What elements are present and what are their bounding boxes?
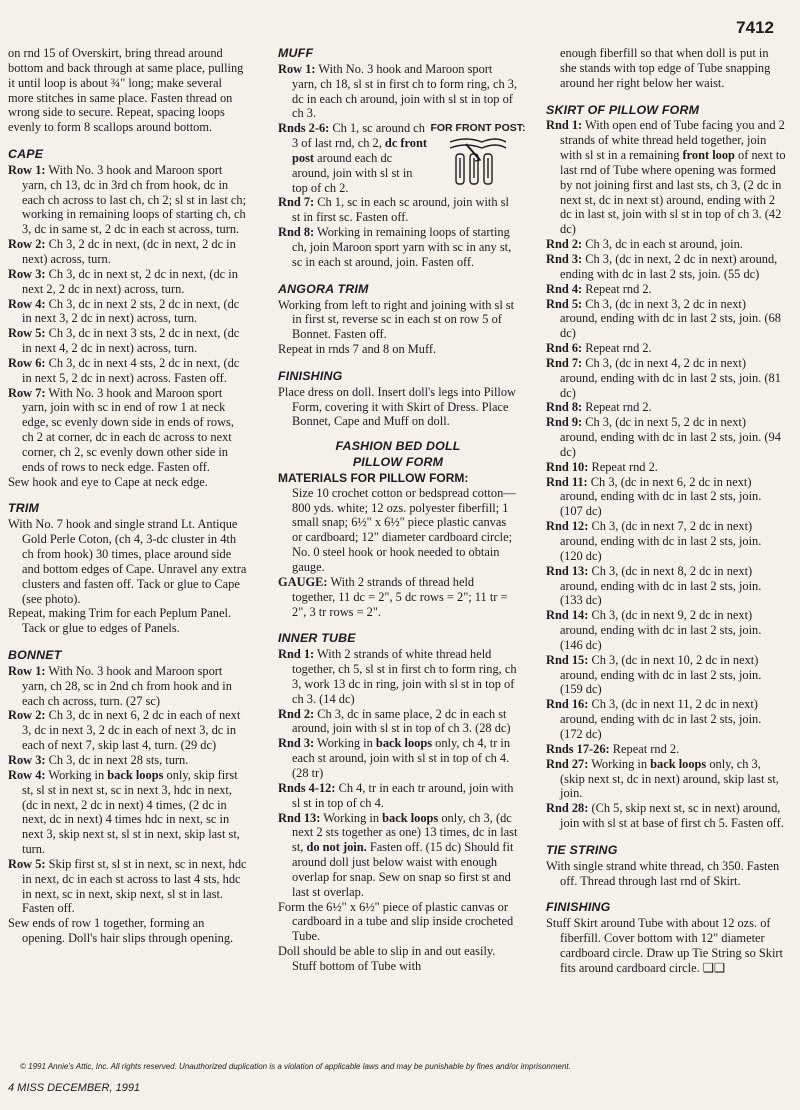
- finishing-body: Stuff Skirt around Tube with about 12 ozs. of fiberfill. Cover bottom with 12" diameter cardboard circle. Draw up Tie String so Skirt fits around cardboard circle.: [546, 916, 783, 975]
- instruction-text: Ch 3, (dc in next 5, 2 dc in next) around, ending with dc in last 2 sts, join. (94 dc): [560, 415, 781, 459]
- cape-row-3: [8, 267, 248, 297]
- bonnet-end: Sew ends of row 1 together, forming an opening. Doll's hair slips through opening.: [8, 916, 234, 946]
- cape-end: Sew hook and eye to Cape at neck edge.: [8, 474, 208, 489]
- instruction-bold: front loop: [682, 148, 735, 163]
- instruction-text: Ch 3, (dc in next, 2 dc in next) around, ending with dc in last 2 sts, join. (55 dc): [560, 251, 778, 281]
- instruction-text: Repeat rnd 2.: [609, 741, 680, 756]
- skirt-heading: SKIRT OF PILLOW FORM: [546, 102, 700, 117]
- cape-row-2: [8, 237, 248, 267]
- instruction-label: Row 1:: [8, 663, 46, 678]
- instruction-text: Ch 4, tr in each tr around, join with sl st in top of ch 4.: [292, 780, 514, 810]
- skirt-rnd-14: [546, 653, 786, 698]
- instruction-text: Working in: [588, 756, 651, 771]
- instruction-label: Rnd 1:: [278, 647, 315, 662]
- instruction-label: Rnds 4-12:: [278, 780, 336, 795]
- instruction-text: Repeat rnd 2.: [582, 281, 652, 296]
- instruction-label: Rnd 6:: [546, 341, 583, 356]
- instruction-text: only, ch 3, (skip next st, dc in next) around, skip last st, join.: [560, 756, 779, 801]
- instruction-label: Row 5:: [8, 856, 46, 871]
- inner-tube-continuation: enough fiberfill so that when doll is put in she stands with top edge of Tube snapping around her right below her waist.: [560, 46, 771, 90]
- instruction-label: Rnd 10:: [546, 459, 589, 474]
- instruction-label: Rnd 8:: [546, 400, 583, 415]
- instruction-text: Ch 3, dc in next 3 sts, 2 dc in next, (dc in next 4, 2 dc in next) across, turn.: [22, 326, 240, 356]
- instruction-text: Ch 1, sc around ch 3 of last rnd, ch 2,: [292, 121, 425, 151]
- instruction-label: Row 4:: [8, 296, 46, 311]
- skirt-rnd-8: [546, 415, 786, 460]
- instruction-text: Ch 3, (dc in next 9, 2 dc in next) around, ending with dc in last 2 sts, join. (146 dc): [560, 608, 762, 652]
- tie-string-heading: TIE STRING: [546, 842, 618, 857]
- instruction-text: Ch 3, (dc in next 7, 2 dc in next) around, ending with dc in last 2 sts, join. (120 dc): [560, 519, 762, 563]
- skirt-rnd-15: [546, 697, 786, 742]
- muff-rnd-7: [278, 195, 518, 225]
- instruction-label: Rnd 12:: [546, 519, 589, 534]
- pillow-form-heading: PILLOW FORM: [352, 455, 444, 470]
- bonnet-row-1: [8, 664, 248, 709]
- instruction-text: Ch 3, (dc in next 4, 2 dc in next) around, ending with dc in last 2 sts, join. (81 dc): [560, 355, 781, 400]
- cape-row-4: [8, 297, 248, 327]
- instruction-label: Rnd 7:: [546, 355, 583, 370]
- trim-heading: TRIM: [8, 501, 40, 516]
- bonnet-rows: [8, 664, 248, 916]
- gauge: [278, 575, 518, 620]
- instruction-text: Working in: [45, 767, 108, 782]
- trim-repeat: Repeat, making Trim for each Peplum Panel. Tack or glue to edges of Panels.: [8, 606, 231, 636]
- bonnet-heading: BONNET: [8, 648, 62, 663]
- cape-rows: [8, 163, 248, 475]
- instruction-text: Repeat rnd 2.: [588, 459, 658, 474]
- instruction-text: With 2 strands of white thread held together, ch 5, sl st in first ch to form ring, ch 3, work 13 dc in ring, join with sl st in top of ch 3. (14 dc): [292, 647, 517, 706]
- copyright-footer: © 1991 Annie's Attic, Inc. All rights reserved. Unauthorized duplication is a violation of applicable laws and may be punishable by fines and/or imprisonment.: [20, 1062, 571, 1071]
- materials-text: Size 10 crochet cotton or bedspread cotton—800 yds. white; 12 ozs. polyester fiberfill; 1 small snap; 6½" x 6½" piece plastic canvas or cardboard; 12" diameter cardboard circle; No. 0 steel hook or hook needed to obtain gauge.: [292, 485, 516, 574]
- cape-heading: CAPE: [8, 147, 44, 162]
- instruction-text: Fasten off. (15 dc) Should fit around doll just below waist with enough overlap for snap. Sew on snap so first st and last st overlap.: [292, 840, 514, 899]
- front-post-label: FOR FRONT POST:: [430, 122, 526, 135]
- finishing-text-2: [546, 916, 786, 975]
- angora-text: Working from left to right and joining with sl st in first st, reverse sc in each st on row 5 of Bonnet. Fasten off.: [278, 297, 515, 342]
- instruction-label: Row 3:: [8, 266, 46, 281]
- instruction-label: Rnds 17-26:: [546, 741, 610, 756]
- instruction-text: Working in remaining loops of starting ch, join Maroon sport yarn with sc in any st, sc in each st around, join. Fasten off.: [292, 225, 512, 269]
- instruction-text: Ch 3, (dc in next 3, 2 dc in next) around, ending with dc in last 2 sts, join. (68 dc): [560, 296, 781, 341]
- instruction-label: Row 2:: [8, 708, 46, 723]
- instruction-bold: back loops: [382, 810, 439, 825]
- instruction-label: Row 5:: [8, 326, 46, 341]
- fashion-heading: FASHION BED DOLL: [335, 439, 461, 454]
- instruction-label: Rnd 15:: [546, 652, 589, 667]
- gauge-text: With 2 strands of thread held together, 11 dc = 2", 5 dc rows = 2"; 11 tr = 2", 3 tr rows = 2".: [292, 574, 508, 619]
- muff-rnd-8: [278, 225, 518, 270]
- page-number: 7412: [736, 18, 774, 37]
- bonnet-row-2: [8, 708, 248, 753]
- angora-heading: ANGORA TRIM: [278, 281, 369, 296]
- instruction-label: Rnds 2-6:: [278, 121, 330, 136]
- inner-tube-heading: INNER TUBE: [278, 631, 356, 646]
- instruction-label: Rnd 3:: [278, 736, 315, 751]
- skirt-rnd-9: [546, 460, 786, 475]
- inner-tube-rnd-4: [278, 781, 518, 811]
- instruction-bold: dc front post: [292, 136, 428, 165]
- skirt-rnd-7: [546, 400, 786, 415]
- instruction-text: Ch 3, dc in next 4 sts, 2 dc in next, (dc in next 5, 2 dc in next) across. Fasten off.: [22, 355, 240, 385]
- instruction-text: Ch 3, dc in same place, 2 dc in each st around, join with sl st in top of ch 3. (28 dc): [292, 706, 511, 736]
- inner-tube-rnd-5: [278, 811, 518, 900]
- instruction-label: Row 4:: [8, 767, 46, 782]
- skirt-rnd-10: [546, 475, 786, 520]
- bonnet-row-5: [8, 857, 248, 916]
- instruction-text: only, ch 3, (dc next 2 sts together as one) 13 times, dc in last st,: [292, 810, 518, 855]
- instruction-text: around each dc around, join with sl st in top of ch 2.: [292, 150, 413, 195]
- instruction-label: Rnd 28:: [546, 801, 589, 816]
- instruction-label: Rnd 4:: [546, 281, 583, 296]
- overskirt-continuation: on rnd 15 of Overskirt, bring thread around bottom and back through at same place, pulling it until loop is about ¾" long; make several more stitches in same place. Fasten thread on wrong side to secure. Repeat, spacing loops evenly to form 8 scallops around bottom.: [8, 46, 244, 135]
- instruction-bold: back loops: [375, 736, 433, 751]
- instruction-label: Rnd 16:: [546, 697, 589, 712]
- instruction-label: Row 6:: [8, 355, 46, 370]
- instruction-label: Rnd 11:: [546, 474, 588, 489]
- instruction-label: Rnd 13:: [546, 563, 589, 578]
- instruction-text: With open end of Tube facing you and 2 strands of white thread held together, join with sl st in a remaining: [560, 118, 785, 163]
- skirt-rnd-5: [546, 341, 786, 356]
- cape-row-7: [8, 386, 248, 475]
- instruction-label: Rnd 13:: [278, 810, 321, 825]
- instruction-text: Ch 3, dc in next 2 sts, 2 dc in next, (dc in next 3, 2 dc in next) across, turn.: [22, 296, 240, 326]
- instruction-label: Rnd 8:: [278, 225, 315, 240]
- inner-doll: Doll should be able to slip in and out easily. Stuff bottom of Tube with: [278, 944, 496, 973]
- instruction-text: Ch 3, 2 dc in next, (dc in next, 2 dc in next) across, turn.: [22, 237, 236, 266]
- finishing-heading: FINISHING: [278, 368, 343, 383]
- inner-tube-rnd-1: [278, 647, 518, 706]
- angora-repeat: Repeat in rnds 7 and 8 on Muff.: [278, 342, 437, 357]
- skirt-rnd-6: [546, 356, 786, 401]
- skirt-rnd-18: [546, 801, 786, 831]
- materials-label: MATERIALS FOR PILLOW FORM:: [278, 470, 469, 485]
- skirt-rnd-11: [546, 519, 786, 564]
- front-post-stitch-icon: [446, 136, 510, 190]
- skirt-rnd-3: [546, 282, 786, 297]
- instruction-label: Rnd 9:: [546, 415, 583, 430]
- instruction-text: Ch 3, dc in next 6, 2 dc in each of next 3, dc in next 3, 2 dc in each of next 3, dc in each of next 7, skip last 4, turn. (29 dc): [22, 708, 241, 753]
- skirt-rnd-16: [546, 742, 786, 757]
- instruction-label: Row 7:: [8, 385, 46, 400]
- cape-row-5: [8, 326, 248, 356]
- gauge-label: GAUGE:: [278, 574, 328, 589]
- instruction-text: only, skip first st, sl st in next st, sc in next 3, hdc in next, (dc in next, 2 dc in next) 4 times, (2 dc in next, dc in next) 4 times hdc in next, sc in next 3, skip next st, sl st in next, skip last st, turn.: [22, 767, 240, 857]
- skirt-rounds: [546, 237, 786, 831]
- column-2: [278, 46, 526, 974]
- instruction-text: Working in: [320, 810, 383, 825]
- inner-form: Form the 6½" x 6½" piece of plastic canvas or cardboard in a tube and slip inside crocheted Tube.: [278, 899, 514, 944]
- cape-row-6: [8, 356, 248, 386]
- finishing-heading-2: FINISHING: [546, 900, 611, 915]
- tie-string-text: With single strand white thread, ch 350. Fasten off. Thread through last rnd of Skirt.: [546, 858, 780, 888]
- instruction-label: Rnd 5:: [546, 296, 583, 311]
- instruction-label: Row 1:: [278, 61, 316, 76]
- instruction-text: Ch 3, dc in each st around, join.: [582, 237, 743, 252]
- column-1: [8, 46, 248, 946]
- finishing-text: Place dress on doll. Insert doll's legs into Pillow Form, covering it with Skirt of Dress. Place Bonnet, Cape and Muff on doll.: [278, 384, 516, 429]
- skirt-rnd-1: [546, 237, 786, 252]
- skirt-rnd-13: [546, 608, 786, 653]
- instruction-text: (Ch 5, skip next st, sc in next) around, join with sl st at base of first ch 5. Fasten off.: [560, 801, 784, 831]
- instruction-label: Rnd 2:: [546, 237, 583, 252]
- skirt-rnd-2: [546, 252, 786, 282]
- bonnet-row-4: [8, 768, 248, 857]
- muff-row-1: [278, 62, 518, 121]
- trim-text: With No. 7 hook and single strand Lt. Antique Gold Perle Coton, (ch 4, 3-dc cluster in 4th ch from hook) 30 times, place around side and bottom edges of Cape. Unravel any extra clusters and fasten off. Tack or glue to Cape (see photo).: [8, 517, 247, 606]
- instruction-bold: do not join.: [306, 840, 367, 855]
- instruction-text: With No. 3 hook and Maroon sport yarn, ch 13, dc in 3rd ch from hook, dc in each ch across to last ch, ch 2; sl st in last ch; working in remaining loops of starting ch, ch 3, dc in same st, 2 dc in each st across, turn.: [22, 162, 247, 237]
- instruction-label: Row 3:: [8, 752, 46, 767]
- instruction-text: Ch 3, (dc in next 10, 2 dc in next) around, ending with dc in last 2 sts, join. (159 dc): [560, 652, 762, 697]
- instruction-text: Ch 1, sc in each sc around, join with sl st in first sc. Fasten off.: [292, 195, 509, 225]
- instruction-text: With No. 3 hook and Maroon sport yarn, join with sc in end of row 1 at neck edge, sc evenly down side in ends of rows, ch 2 at corner, dc in each dc across to next corner, ch 2, sc evenly down other side in ends of rows to neck edge. Fasten off.: [22, 385, 234, 474]
- skirt-rnd-1: [546, 118, 786, 237]
- instruction-text: Ch 3, dc in next st, 2 dc in next, (dc in next 2, 2 dc in next) across, turn.: [22, 266, 238, 296]
- instruction-text: of next to last rnd of Tube where opening was formed by not joining first and last sts, ch 3, (2 dc in next st, dc in next st) around, ending with 2 dc in last st, join with sl st in top of ch 3. (42 dc): [560, 148, 786, 237]
- instruction-text: Skip first st, sl st in next, sc in next, hdc in next, dc in each st across to last 4 sts, hdc in next, sc in next, skip next, sl st in last. Fasten off.: [22, 856, 247, 916]
- instruction-label: Rnd 7:: [278, 195, 315, 210]
- instruction-text: Repeat rnd 2.: [582, 400, 652, 415]
- instruction-text: Ch 3, (dc in next 8, 2 dc in next) around, ending with dc in last 2 sts, join. (133 dc): [560, 563, 762, 608]
- instruction-text: With No. 3 hook and Maroon sport yarn, ch 28, sc in 2nd ch from hook and in each ch across, turn. (27 sc): [22, 663, 232, 708]
- muff-heading: MUFF: [278, 46, 314, 60]
- instruction-label: Row 1:: [8, 162, 46, 177]
- cape-row-1: [8, 163, 248, 237]
- instruction-text: only, ch 4, tr in each st around, join with sl st in top of ch 4. (28 tr): [292, 736, 511, 780]
- inner-tube-rounds: [278, 647, 518, 899]
- column-3: [546, 46, 786, 976]
- inner-tube-rnd-3: [278, 736, 518, 781]
- instruction-text: Ch 3, (dc in next 6, 2 dc in next) around, ending with dc in last 2 sts, join. (107 dc): [560, 474, 762, 519]
- skirt-rnd-17: [546, 757, 786, 802]
- instruction-bold: back loops: [107, 767, 164, 782]
- instruction-label: Rnd 1:: [546, 118, 583, 133]
- instruction-label: Rnd 27:: [546, 756, 589, 771]
- instruction-bold: back loops: [650, 756, 707, 771]
- instruction-label: Row 2:: [8, 237, 46, 252]
- instruction-label: Rnd 2:: [278, 706, 315, 721]
- instruction-text: Ch 3, (dc in next 11, 2 dc in next) around, ending with dc in last 2 sts, join. (172 dc): [560, 697, 762, 741]
- skirt-rnd-12: [546, 564, 786, 609]
- instruction-text: Ch 3, dc in next 28 sts, turn.: [45, 752, 189, 767]
- instruction-text: Working in: [314, 736, 376, 751]
- skirt-rnd-4: [546, 297, 786, 342]
- instruction-text: Repeat rnd 2.: [582, 341, 652, 356]
- instruction-label: Rnd 3:: [546, 251, 583, 266]
- end-mark: ❑❑: [702, 960, 726, 975]
- bonnet-row-3: [8, 753, 248, 768]
- front-post-diagram: [432, 121, 524, 191]
- instruction-text: With No. 3 hook and Maroon sport yarn, ch 18, sl st in first ch to form ring, ch 3, dc in each ch around, join with sl st in top of ch 3.: [292, 61, 518, 121]
- footer-page-label: 4 MISS DECEMBER, 1991: [8, 1082, 141, 1094]
- inner-tube-rnd-2: [278, 707, 518, 737]
- instruction-label: Rnd 14:: [546, 608, 589, 623]
